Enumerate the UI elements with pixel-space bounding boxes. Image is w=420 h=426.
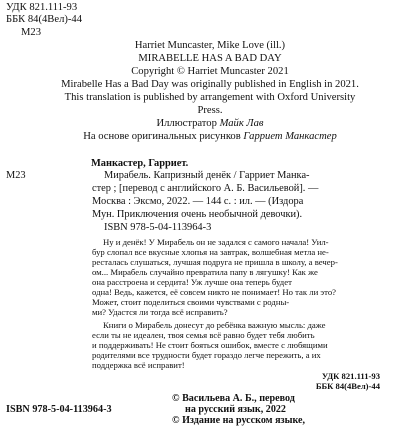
summary-line: родителями все трудности будет гораздо легче пережить, а их [92, 350, 321, 360]
catalog-line: Мун. Приключения очень необычной девочки). [92, 209, 303, 220]
original-publication-line: Press. [197, 105, 223, 116]
catalog-isbn: ISBN 978-5-04-113964-3 [104, 222, 212, 233]
summary-line: если ты не идеален, твоя семья всё равно будет тебя любить [92, 330, 315, 340]
copyright-line: © Васильева А. Б., перевод [172, 393, 295, 404]
udk-code: УДК 821.111-93 [6, 2, 78, 13]
copyright-line: © Издание на русском языке, [172, 415, 306, 426]
summary-line: Ну и денёк! У Мирабель он не задался с самого начала! Уил- [103, 237, 329, 247]
illustrator-label: Иллюстратор [156, 118, 217, 129]
summary-line: ресталась слушаться, лучшая подруга не пришла в школу, а вечер- [92, 257, 338, 267]
drawings-author: Гарриет Манкастер [243, 131, 337, 142]
drawings-line [0, 131, 420, 143]
original-title: MIRABELLE HAS A BAD DAY [138, 53, 282, 64]
summary-line: поддержка всё исправит! [92, 360, 185, 370]
summary-line: и поддерживать! Не стоит бояться ошибок, вместе с любящими [92, 340, 328, 350]
summary-line: Книги о Мирабель донесут до ребёнка важную мысль: даже [103, 320, 326, 330]
summary-line: ми? Удастся ли тогда всё исправить? [92, 307, 228, 317]
author-mark: М23 [21, 27, 42, 38]
footer-isbn: ISBN 978-5-04-113964-3 [6, 404, 112, 415]
drawings-prefix: На основе оригинальных рисунков [83, 131, 241, 142]
summary-line: Может, стоит поделиться своими чувствами с родны- [92, 297, 290, 307]
illustrator-line [0, 118, 420, 130]
summary-line: ом... Мирабель случайно превратила папу в лягушку! Как же [92, 267, 318, 277]
catalog-mark: М23 [6, 170, 26, 181]
illustrator-name: Майк Лав [219, 118, 264, 129]
catalog-line: Москва : Эксмо, 2022. — 144 с. : ил. — (Издора [92, 196, 304, 207]
catalog-line: Мирабель. Капризный денёк / Гарриет Манка- [104, 170, 310, 181]
copyright-line: на русский язык, 2022 [185, 404, 286, 415]
summary-udk: УДК 821.111-93 [321, 371, 380, 381]
original-publication-line: Mirabelle Has a Bad Day was originally published in English in 2021. [61, 79, 359, 90]
summary-line: одна! Ведь, кажется, её совсем никто не понимает! Но так ли это? [92, 287, 337, 297]
original-copyright: Copyright © Harriet Muncaster 2021 [131, 66, 289, 77]
summary-line: она расстроена и сердита! Уж лучше она теперь будет [92, 277, 292, 287]
original-publication-line: This translation is published by arrangement with Oxford University [64, 92, 356, 103]
summary-bbk: ББК 84(4Вел)-44 [315, 381, 380, 391]
catalog-heading: Манкастер, Гарриет. [91, 158, 189, 169]
bbk-code: ББК 84(4Вел)-44 [6, 14, 83, 25]
summary-line: бур слопал все вкусные хлопья на завтрак, волшебная метла не- [92, 247, 329, 257]
original-authors: Harriet Muncaster, Mike Love (ill.) [134, 40, 286, 51]
catalog-line: стер ; [перевод с английского А. Б. Васильевой]. — [92, 183, 319, 194]
